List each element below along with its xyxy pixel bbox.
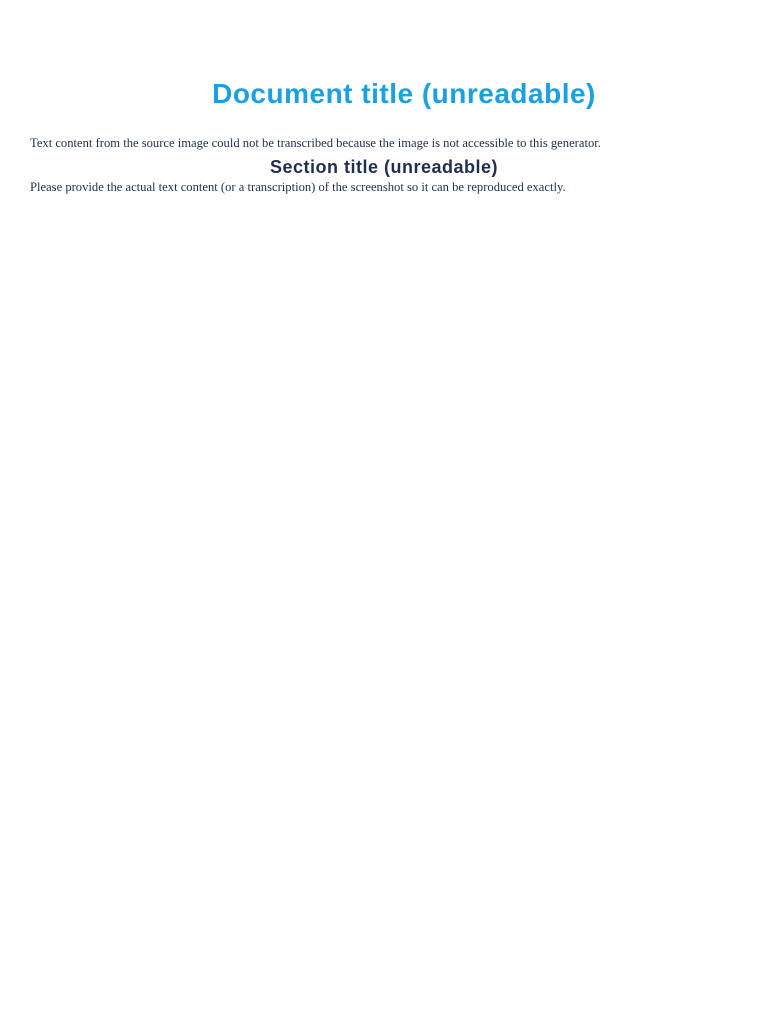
document-body [30, 136, 738, 151]
section-paragraph: Please provide the actual text content (or a transcription) of the screenshot so it can be reproduced exactly. [30, 179, 566, 194]
body-paragraph: Text content from the source image could not be transcribed because the image is not accessible to this generator. [30, 136, 601, 150]
section-body [30, 180, 738, 195]
section-title: Section title (unreadable) [269, 156, 499, 177]
document-title: Document title (unreadable) [212, 78, 596, 109]
